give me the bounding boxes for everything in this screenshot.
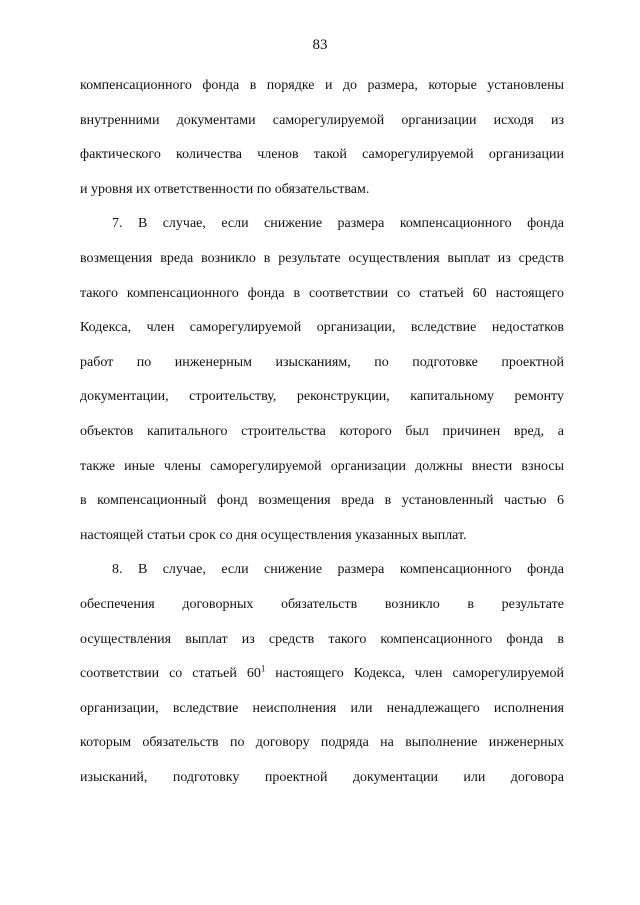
text-line: Кодекса, член саморегулируемой организации, вследствие недостатков — [80, 320, 564, 336]
text-line: компенсационного фонда в порядке и до размера, которые установлены — [80, 78, 564, 93]
text-line: и уровня их ответственности по обязательствам. — [80, 181, 370, 197]
text-line: настоящей статьи срок со дня осуществления указанных выплат. — [80, 527, 467, 543]
paragraph-8-first-line: 8. В случае, если снижение размера компенсационного фонда — [112, 562, 564, 578]
text-line: объектов капитального строительства которого был причинен вред, а — [80, 423, 564, 439]
paragraph-7-first-line: 7. В случае, если снижение размера компенсационного фонда — [112, 216, 564, 232]
text-line-with-superscript — [80, 660, 564, 695]
text-segment: соответствии со статьей 60 — [80, 666, 261, 682]
text-line: работ по инженерным изысканиям, по подготовке проектной — [80, 354, 564, 370]
text-line: фактического количества членов такой саморегулируемой организации — [80, 147, 564, 163]
text-line: документации, строительству, реконструкции, капитальному ремонту — [80, 389, 564, 405]
page-number: 83 — [312, 37, 328, 53]
text-line: возмещения вреда возникло в результате осуществления выплат из средств — [80, 250, 564, 266]
document-body — [80, 72, 564, 798]
text-line: в компенсационный фонд возмещения вреда в установленный частью 6 — [80, 493, 564, 509]
text-line: также иные члены саморегулируемой организации должны внести взносы — [80, 458, 564, 474]
text-line: такого компенсационного фонда в соответствии со статьей 60 настоящего — [80, 285, 564, 301]
text-line: обеспечения договорных обязательств возникло в результате — [80, 596, 564, 612]
text-line: организации, вследствие неисполнения или ненадлежащего исполнения — [80, 700, 564, 716]
text-line: осуществления выплат из средств такого компенсационного фонда в — [80, 631, 564, 647]
superscript-index: 1 — [260, 663, 266, 674]
text-line: внутренними документами саморегулируемой организации исходя из — [80, 112, 564, 128]
text-segment: настоящего Кодекса, член саморегулируемой — [265, 666, 564, 682]
text-line: которым обязательств по договору подряда на выполнение инженерных — [80, 735, 564, 751]
text-line: изысканий, подготовку проектной документации или договора — [80, 769, 564, 785]
